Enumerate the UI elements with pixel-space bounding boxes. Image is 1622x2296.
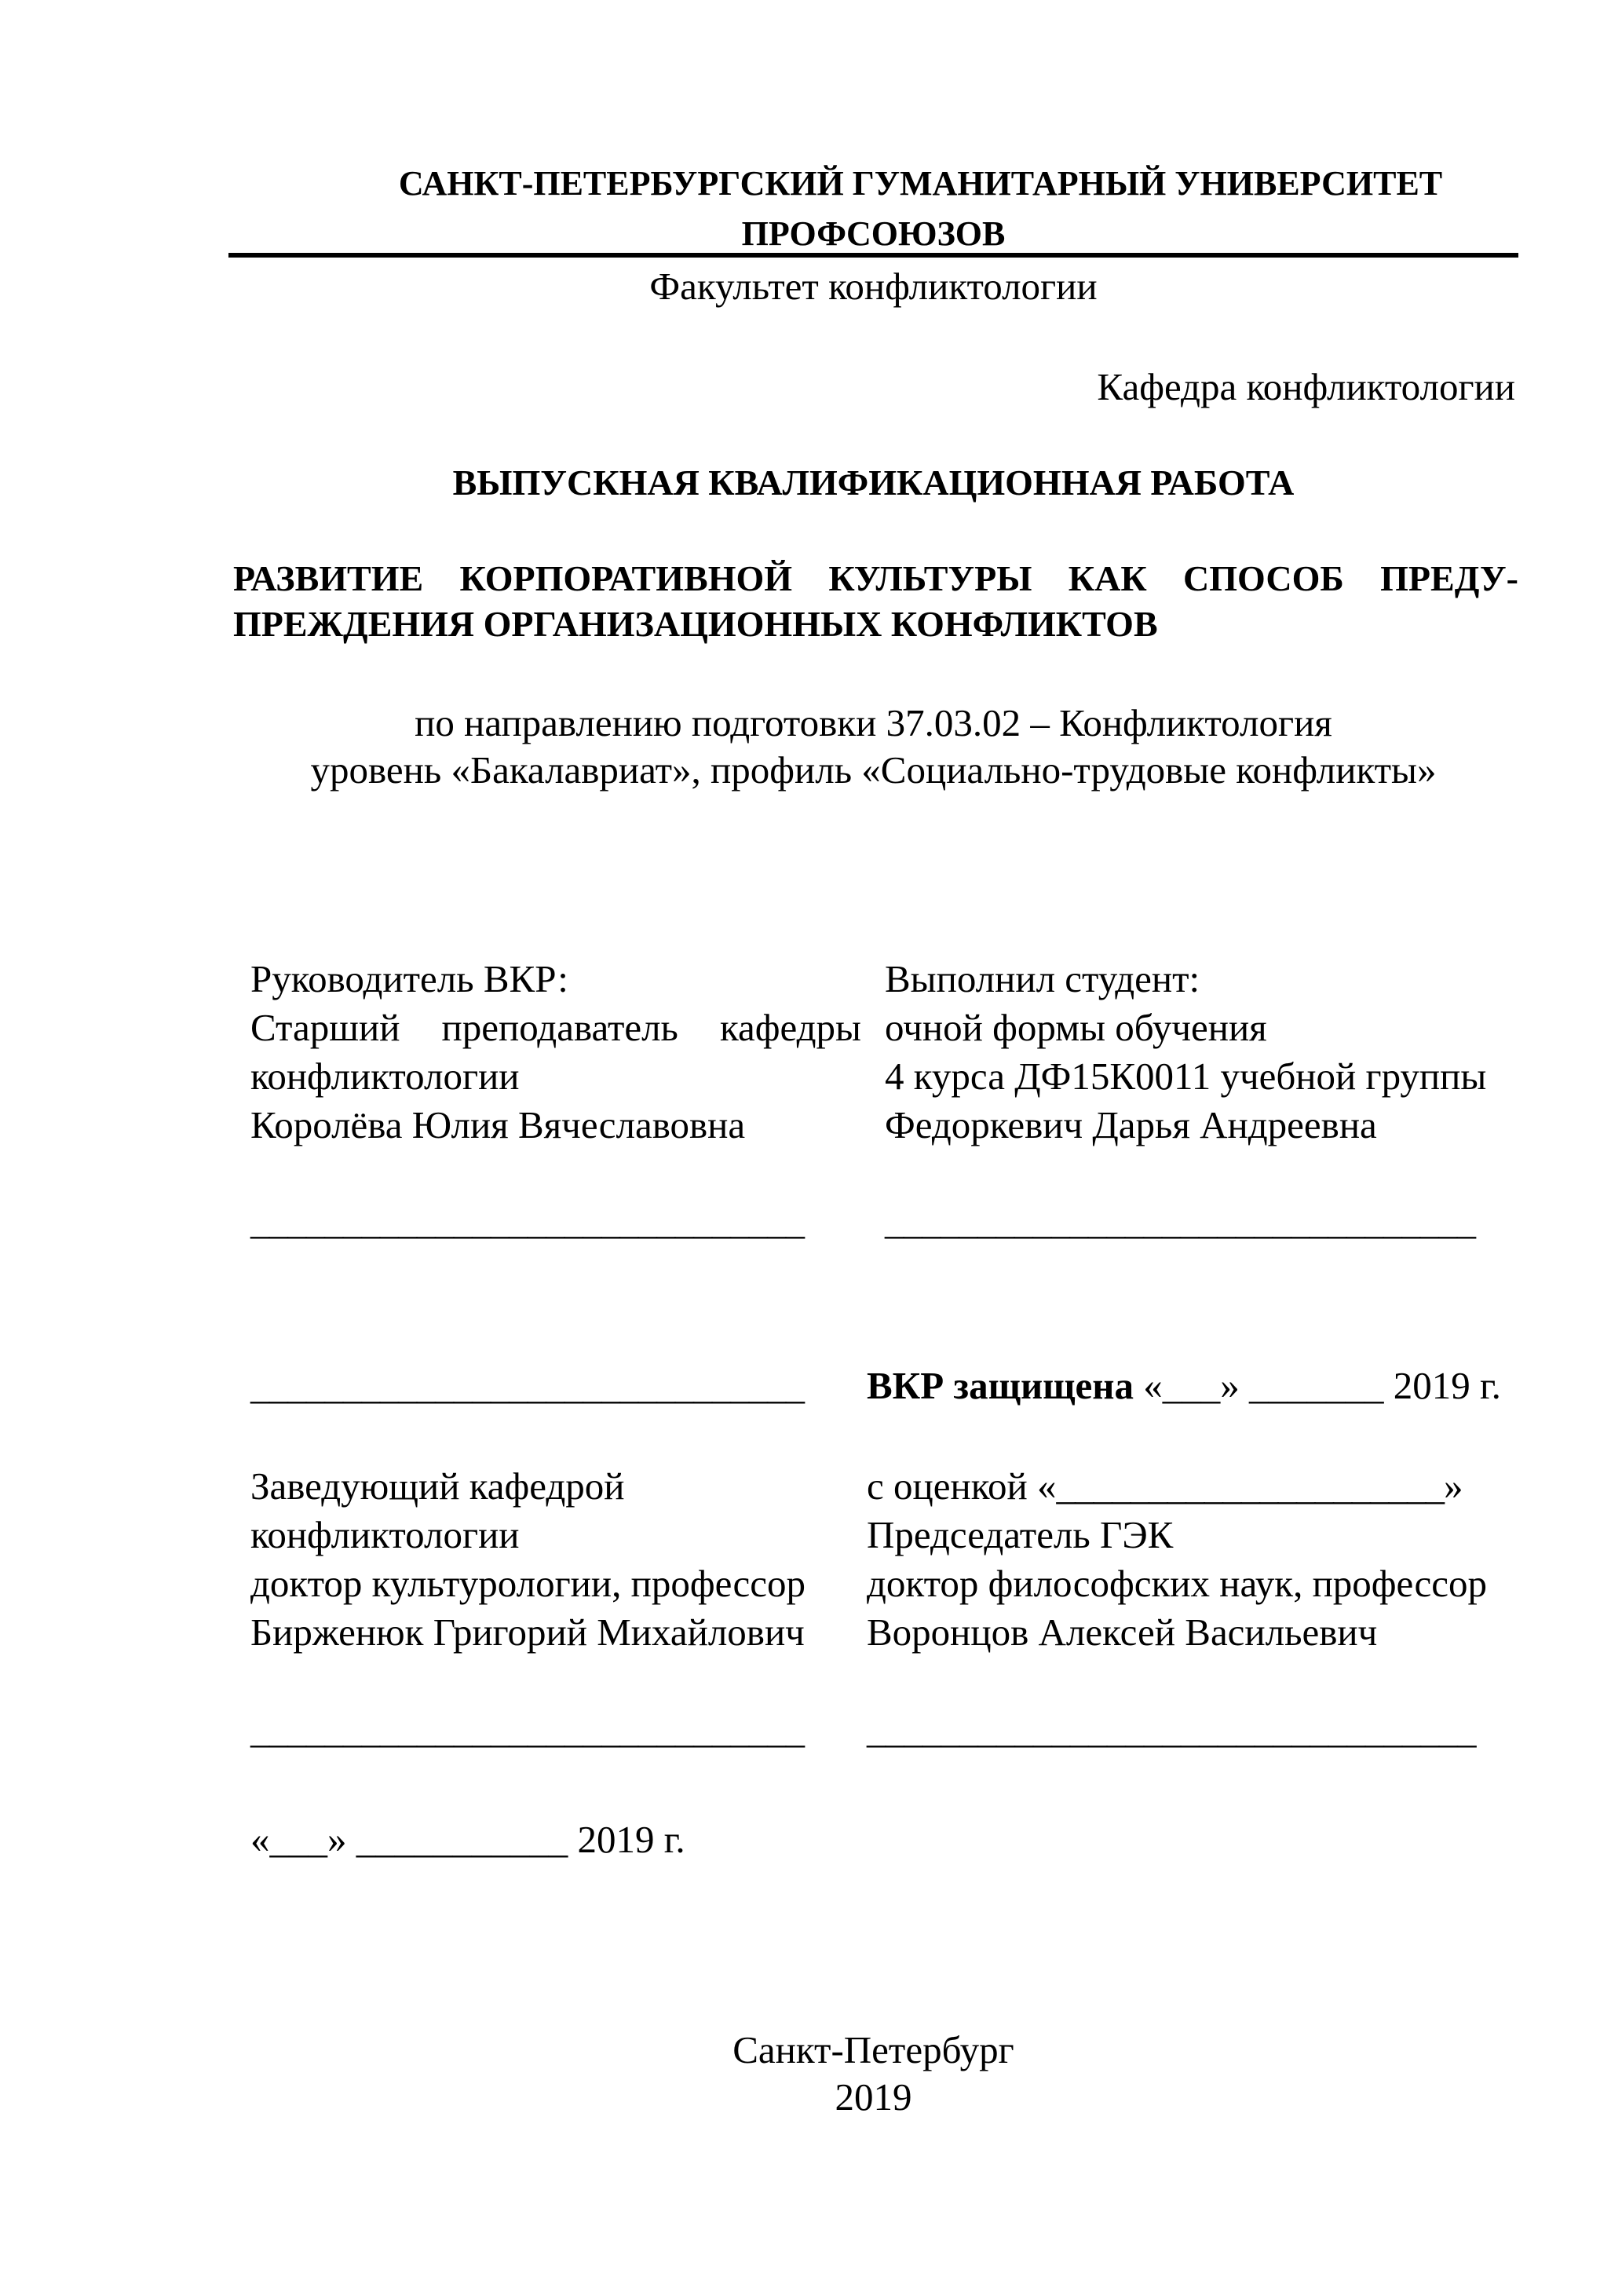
supervisor-name: Королёва Юлия Вячеславовна: [250, 1103, 746, 1146]
student-signature-line[interactable]: ________________________________: [885, 1199, 1475, 1242]
work-type-title: ВЫПУСКНАЯ КВАЛИФИКАЦИОННАЯ РАБОТА: [452, 462, 1295, 503]
student-group: 4 курса ДФ15К0011 учебной группы: [885, 1055, 1487, 1098]
student-study-form: очной формы обучения: [885, 1006, 1267, 1049]
defense-left-signature-line[interactable]: ______________________________: [250, 1364, 804, 1407]
direction-line-2: уровень «Бакалавриат», профиль «Социально-трудовые конфликты»: [310, 748, 1437, 792]
topic-word: СПОСОБ: [1183, 558, 1344, 598]
faculty-name: Факультет конфликтологии: [649, 265, 1098, 308]
header-rule: [228, 253, 1518, 258]
defense-label: ВКР защищена: [867, 1364, 1134, 1407]
student-name: Федоркевич Дарья Андреевна: [885, 1103, 1377, 1146]
position-word: кафедры: [719, 1006, 861, 1049]
head-of-department-degree: доктор культурологии, профессор: [250, 1562, 806, 1605]
direction-line-1: по направлению подготовки 37.03.02 – Конфликтология: [415, 701, 1332, 744]
footer-year: 2019: [835, 2075, 912, 2119]
student-label: Выполнил студент:: [885, 957, 1200, 1000]
head-of-department-title: Заведующий кафедрой: [250, 1464, 625, 1508]
grade-suffix: »: [1443, 1464, 1463, 1508]
position-word: Старший: [250, 1006, 400, 1049]
topic-line-1: [233, 558, 1518, 598]
gek-chair-signature-line[interactable]: _________________________________: [867, 1708, 1476, 1751]
signature-date-line[interactable]: «___» ___________ 2019 г.: [250, 1818, 685, 1861]
department-name: Кафедра конфликтологии: [1097, 365, 1515, 408]
grade-prefix: с оценкой «: [867, 1464, 1057, 1508]
grade-row: [867, 1464, 1463, 1508]
topic-word: РАЗВИТИЕ: [233, 558, 424, 598]
head-of-department-name: Бирженюк Григорий Михайлович: [250, 1610, 805, 1654]
footer-city: Санкт-Петербург: [732, 2028, 1014, 2071]
gek-chair-name: Воронцов Алексей Васильевич: [867, 1610, 1378, 1654]
supervisor-label: Руководитель ВКР:: [250, 957, 568, 1000]
position-word: преподаватель: [441, 1006, 678, 1049]
supervisor-position: [250, 1008, 861, 1047]
topic-word: КАК: [1068, 558, 1147, 598]
grade-field[interactable]: _____________________: [1056, 1464, 1444, 1508]
defense-status: [867, 1366, 1501, 1405]
defense-date[interactable]: «___» _______ 2019 г.: [1134, 1364, 1501, 1407]
head-of-department-department: конфликтологии: [250, 1513, 520, 1556]
topic-line-2: ПРЕЖДЕНИЯ ОРГАНИЗАЦИОННЫХ КОНФЛИКТОВ: [233, 604, 1158, 644]
university-name-line1: САНКТ-ПЕТЕРБУРГСКИЙ ГУМАНИТАРНЫЙ УНИВЕРСИТЕТ: [398, 164, 1443, 203]
topic-word: ПРЕДУ-: [1380, 558, 1518, 598]
topic-word: КОРПОРАТИВНОЙ: [459, 558, 793, 598]
topic-word: КУЛЬТУРЫ: [828, 558, 1032, 598]
university-name-line2: ПРОФСОЮЗОВ: [741, 214, 1006, 253]
gek-chair-title: Председатель ГЭК: [867, 1513, 1174, 1556]
supervisor-position-line2: конфликтологии: [250, 1055, 520, 1098]
gek-chair-degree: доктор философских наук, профессор: [867, 1562, 1488, 1605]
head-of-department-signature-line[interactable]: ______________________________: [250, 1708, 804, 1751]
supervisor-signature-line[interactable]: ______________________________: [250, 1199, 804, 1242]
